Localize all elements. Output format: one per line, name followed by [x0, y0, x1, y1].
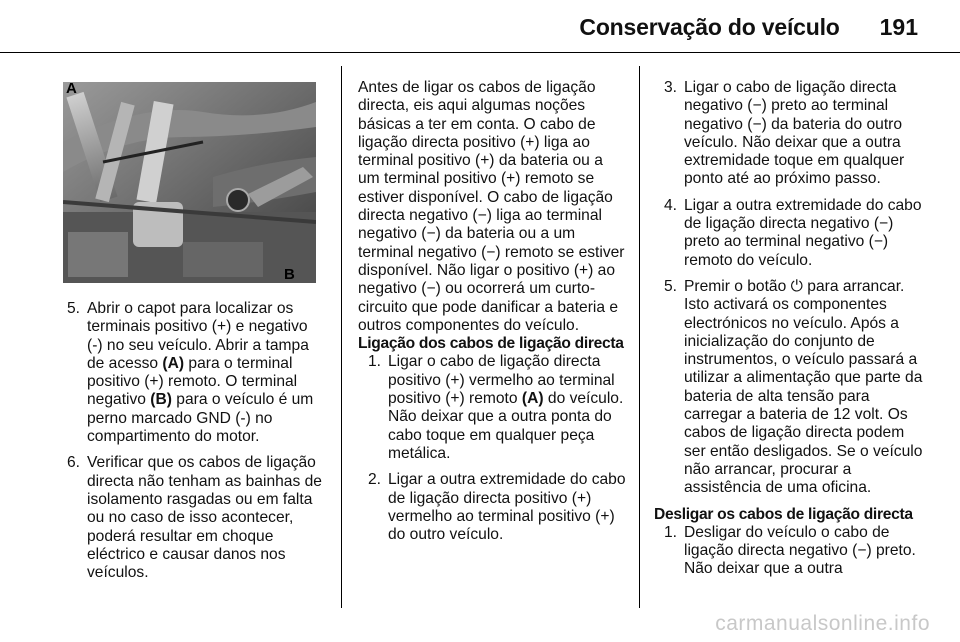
section-heading: Ligação dos cabos de ligação directa [358, 335, 624, 353]
watermark: carmanualsonline.info [715, 612, 930, 635]
page-header [579, 14, 918, 41]
list-item: 1. Ligar o cabo de ligação directa positivo (+) vermelho ao terminal positivo (+) remoto (A) do veículo. Não deixar que a outra ponta do cabo toque em qualquer peça metálica. [368, 353, 624, 462]
list-item: 1. Desligar do veículo o cabo de ligação directa negativo (−) preto. Não deixar que a outra [664, 523, 916, 578]
page-title: Conservação do veículo [579, 14, 840, 40]
header-rule [0, 52, 960, 53]
column-1 [67, 300, 325, 590]
list-item: 4. Ligar a outra extremidade do cabo de ligação directa negativo (−) preto ao terminal negativo (−) remoto do veículo. [664, 196, 922, 269]
engine-compartment-figure [63, 82, 316, 283]
engine-illustration [63, 82, 316, 283]
list-item: 3. Ligar o cabo de ligação directa negativo (−) preto ao terminal negativo (−) da bateria do outro veículo. Não deixar que a outra extremidade toque em qualquer ponto até ao próximo passo. [664, 79, 905, 188]
list-item: 5. Abrir o capot para localizar os terminais positivo (+) e negativo (-) no seu veículo. Abrir a tampa de acesso (A) para o terminal positivo (+) remoto. O terminal negativo (B) para o veículo é um perno marcado GND (-) no compartimento do motor. [67, 300, 314, 446]
figure-label-b: B [284, 266, 295, 283]
page-number: 191 [879, 14, 918, 40]
column-divider [639, 66, 640, 608]
list-item: 2. Ligar a outra extremidade do cabo de ligação directa positivo (+) vermelho ao terminal positivo (+) do outro veículo. [368, 471, 626, 544]
column-2 [358, 79, 628, 552]
column-divider [341, 66, 342, 608]
column-3 [654, 79, 924, 587]
section-heading: Desligar os cabos de ligação directa [654, 505, 913, 523]
intro-paragraph: Antes de ligar os cabos de ligação directa, eis aqui algumas noções básicas a ter em conta. O cabo de ligação directa positivo (+) liga ao terminal positivo (+) da bateria ou a um terminal positivo (+) remoto se estiver disponível. O cabo de ligação directa negativo (−) liga ao terminal negativo (−) da bateria ou a um terminal negativo (−) remoto se estiver disponível. Não ligar o positivo (+) ao negativo (−) ou ocorrerá um curto-circuito que pode danificar a bateria e outros componentes do veículo. [358, 79, 625, 334]
list-item: 6. Verificar que os cabos de ligação directa não tenham as bainhas de isolamento rasgadas ou em falta ou no caso de isso acontecer, poderá resultar em choque eléctrico e causar danos nos veículos. [67, 454, 322, 582]
power-button-icon: ⏻ [790, 277, 803, 295]
list-item: 5. Premir o botão ⏻ para arrancar. Isto activará os componentes electrónicos no veículo. Após a inicialização do conjunto de instrumentos, o veículo passará a utilizar a alimentação que parte da bateria de alta tensão para carregar a bateria de 12 volt. Os cabos de ligação directa podem ser então desligados. Se o veículo não arrancar, procurar a assistência de uma oficina. [664, 277, 923, 497]
figure-label-a: A [66, 80, 77, 97]
